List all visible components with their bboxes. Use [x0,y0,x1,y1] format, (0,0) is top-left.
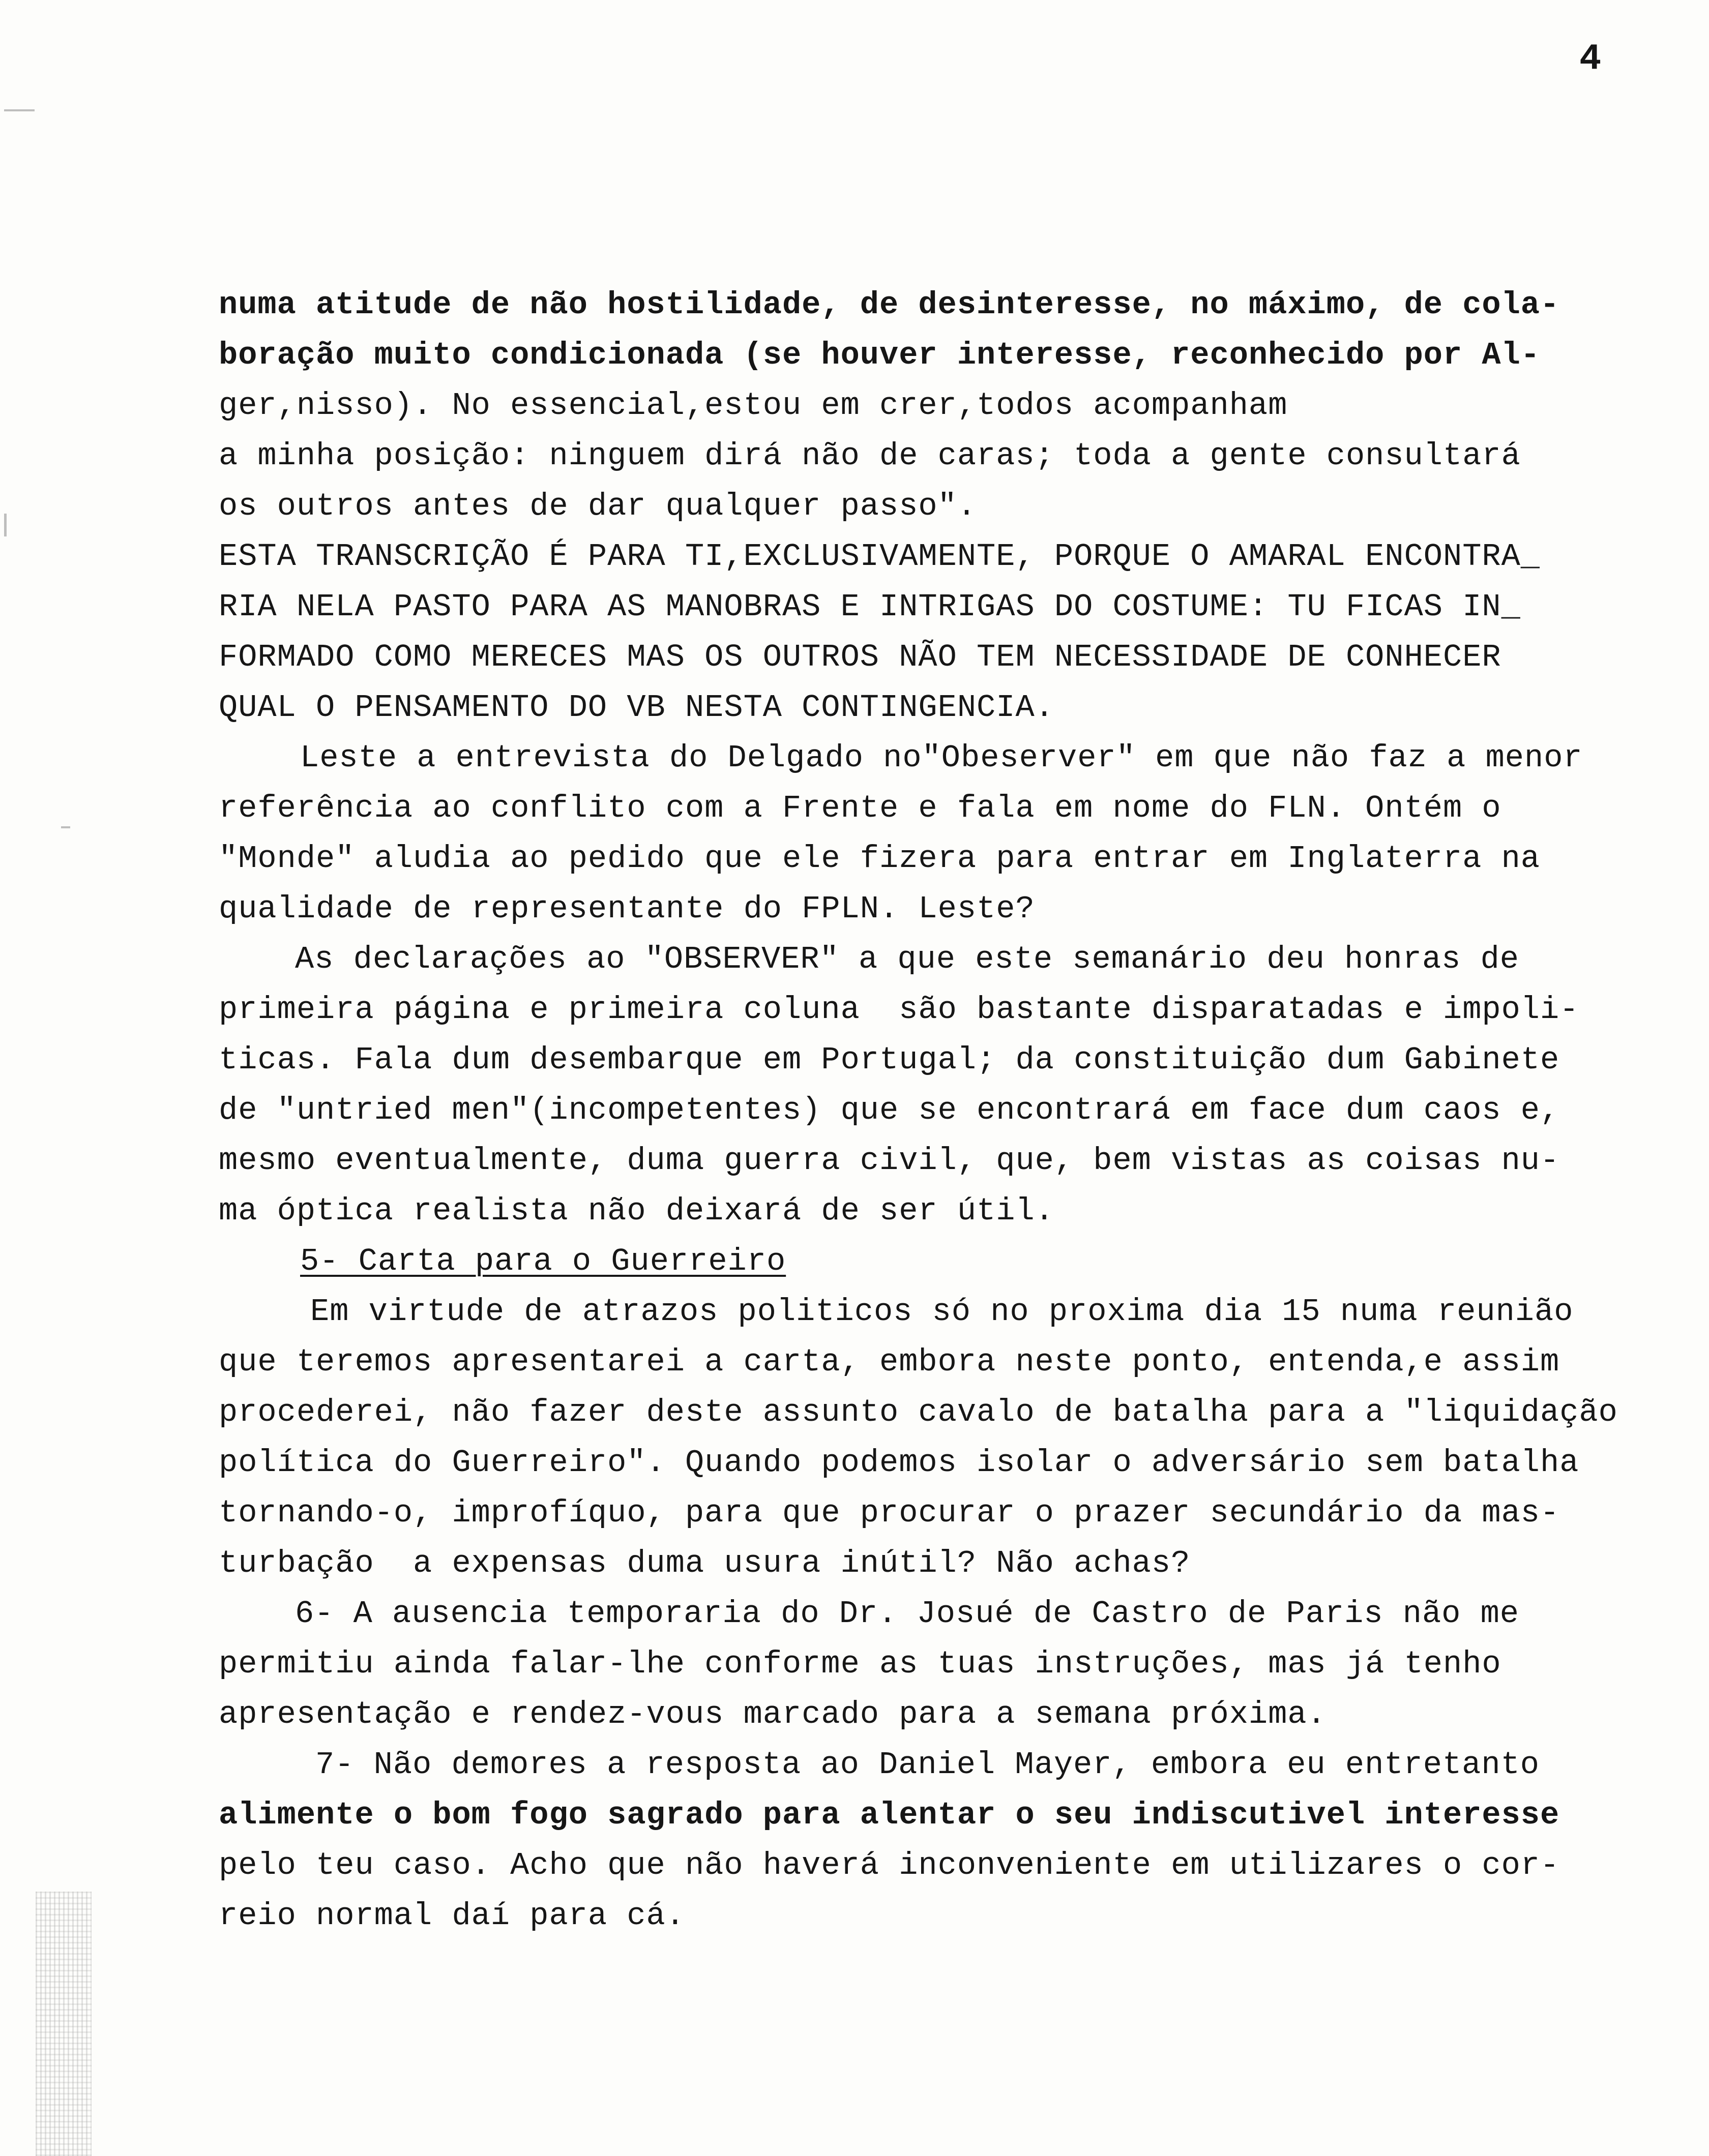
text-line [219,531,1678,582]
text-line-content: de "untried men"(incompetentes) que se encontrará em face dum caos e, [219,1092,1560,1128]
text-line [219,1438,1678,1488]
text-line [219,783,1678,833]
text-line-content: Em virtude de atrazos politicos só no proxima dia 15 numa reunião [310,1294,1574,1330]
text-line-content: pelo teu caso. Acho que não haverá inconveniente em utilizares o cor- [219,1847,1560,1883]
text-line-content: ticas. Fala dum desembarque em Portugal; da constituição dum Gabinete [219,1042,1560,1078]
text-line-content: numa atitude de não hostilidade, de desinteresse, no máximo, de cola- [219,287,1560,323]
text-line-content: 7- Não demores a resposta ao Daniel Mayer, embora eu entretanto [315,1747,1540,1783]
text-line-content: "Monde" aludia ao pedido que ele fizera para entrar em Inglaterra na [219,841,1541,877]
text-line-content: 6- A ausencia temporaria do Dr. Josué de Castro de Paris não me [295,1596,1519,1632]
text-line-content: a minha posição: ninguem dirá não de caras; toda a gente consultará [219,438,1521,474]
text-line-content: procederei, não fazer deste assunto cavalo de batalha para a "liquidação [219,1394,1618,1430]
text-line [219,1790,1678,1840]
text-line [219,1186,1678,1236]
text-line [219,1488,1678,1538]
text-line-content: alimente o bom fogo sagrado para alentar o seu indiscutivel interesse [219,1797,1560,1833]
text-line [219,984,1678,1035]
text-line-content: ma óptica realista não deixará de ser útil. [219,1193,1054,1229]
scan-artifact [61,826,70,828]
text-line-content: qualidade de representante do FPLN. Leste? [219,891,1035,927]
scan-noise [36,1892,92,2156]
text-line [219,1689,1678,1740]
text-line [219,280,1678,330]
text-line [219,330,1678,380]
text-line-content: Leste a entrevista do Delgado no"Obeserver" em que não faz a menor [300,740,1583,776]
text-line-content: QUAL O PENSAMENTO DO VB NESTA CONTINGENCIA. [219,690,1054,726]
letter-body [219,280,1678,1941]
text-line-content: RIA NELA PASTO PARA AS MANOBRAS E INTRIGAS DO COSTUME: TU FICAS IN_ [219,589,1521,625]
text-line [219,1538,1678,1589]
text-line-content: primeira página e primeira coluna são bastante disparatadas e impoli- [219,992,1579,1028]
section-heading-text: 5- Carta para o Guerreiro [300,1243,786,1279]
scan-artifact [4,514,7,536]
text-line [219,1840,1678,1891]
text-line-content: apresentação e rendez-vous marcado para a semana próxima. [219,1696,1327,1732]
text-line [219,380,1678,431]
text-line [219,833,1678,884]
text-line-content: referência ao conflito com a Frente e fala em nome do FLN. Ontém o [219,790,1501,826]
text-line-content: permitiu ainda falar-lhe conforme as tuas instruções, mas já tenho [219,1646,1501,1682]
text-line [219,1740,1678,1790]
text-line [219,1135,1678,1186]
text-line-content: ESTA TRANSCRIÇÃO É PARA TI,EXCLUSIVAMENTE, PORQUE O AMARAL ENCONTRA_ [219,538,1541,575]
text-line-content: ger,nisso). No essencial,estou em crer,todos acompanham [219,387,1288,424]
text-line-content: que teremos apresentarei a carta, embora neste ponto, entenda,e assim [219,1344,1560,1380]
text-line [219,1035,1678,1085]
text-line [219,884,1678,934]
text-line [219,1639,1678,1689]
text-line [219,934,1678,984]
text-line [219,431,1678,481]
text-line [219,632,1678,682]
text-line-content: mesmo eventualmente, duma guerra civil, que, bem vistas as coisas nu- [219,1143,1560,1179]
text-line [219,733,1678,783]
text-line [219,1286,1678,1337]
text-line [219,582,1678,632]
text-line-content: turbação a expensas duma usura inútil? Não achas? [219,1545,1191,1581]
text-line-content: reio normal daí para cá. [219,1898,685,1934]
text-line-content: política do Guerreiro". Quando podemos isolar o adversário sem batalha [219,1445,1579,1481]
text-line-content: As declarações ao "OBSERVER" a que este semanário deu honras de [295,941,1519,977]
scan-artifact [4,109,35,111]
text-line [219,1589,1678,1639]
text-line-content: tornando-o, improfíquo, para que procurar o prazer secundário da mas- [219,1495,1560,1531]
text-line [219,481,1678,531]
text-line [219,1891,1678,1941]
text-line [219,1337,1678,1387]
text-line [219,1387,1678,1438]
text-line [219,1085,1678,1135]
text-line [219,682,1678,733]
text-line-content: FORMADO COMO MERECES MAS OS OUTROS NÃO TEM NECESSIDADE DE CONHECER [219,639,1501,675]
text-line-content: boração muito condicionada (se houver interesse, reconhecido por Al- [219,337,1541,373]
section-heading [219,1236,1678,1286]
page-number: 4 [1579,38,1602,80]
text-line-content: os outros antes de dar qualquer passo". [219,488,977,524]
